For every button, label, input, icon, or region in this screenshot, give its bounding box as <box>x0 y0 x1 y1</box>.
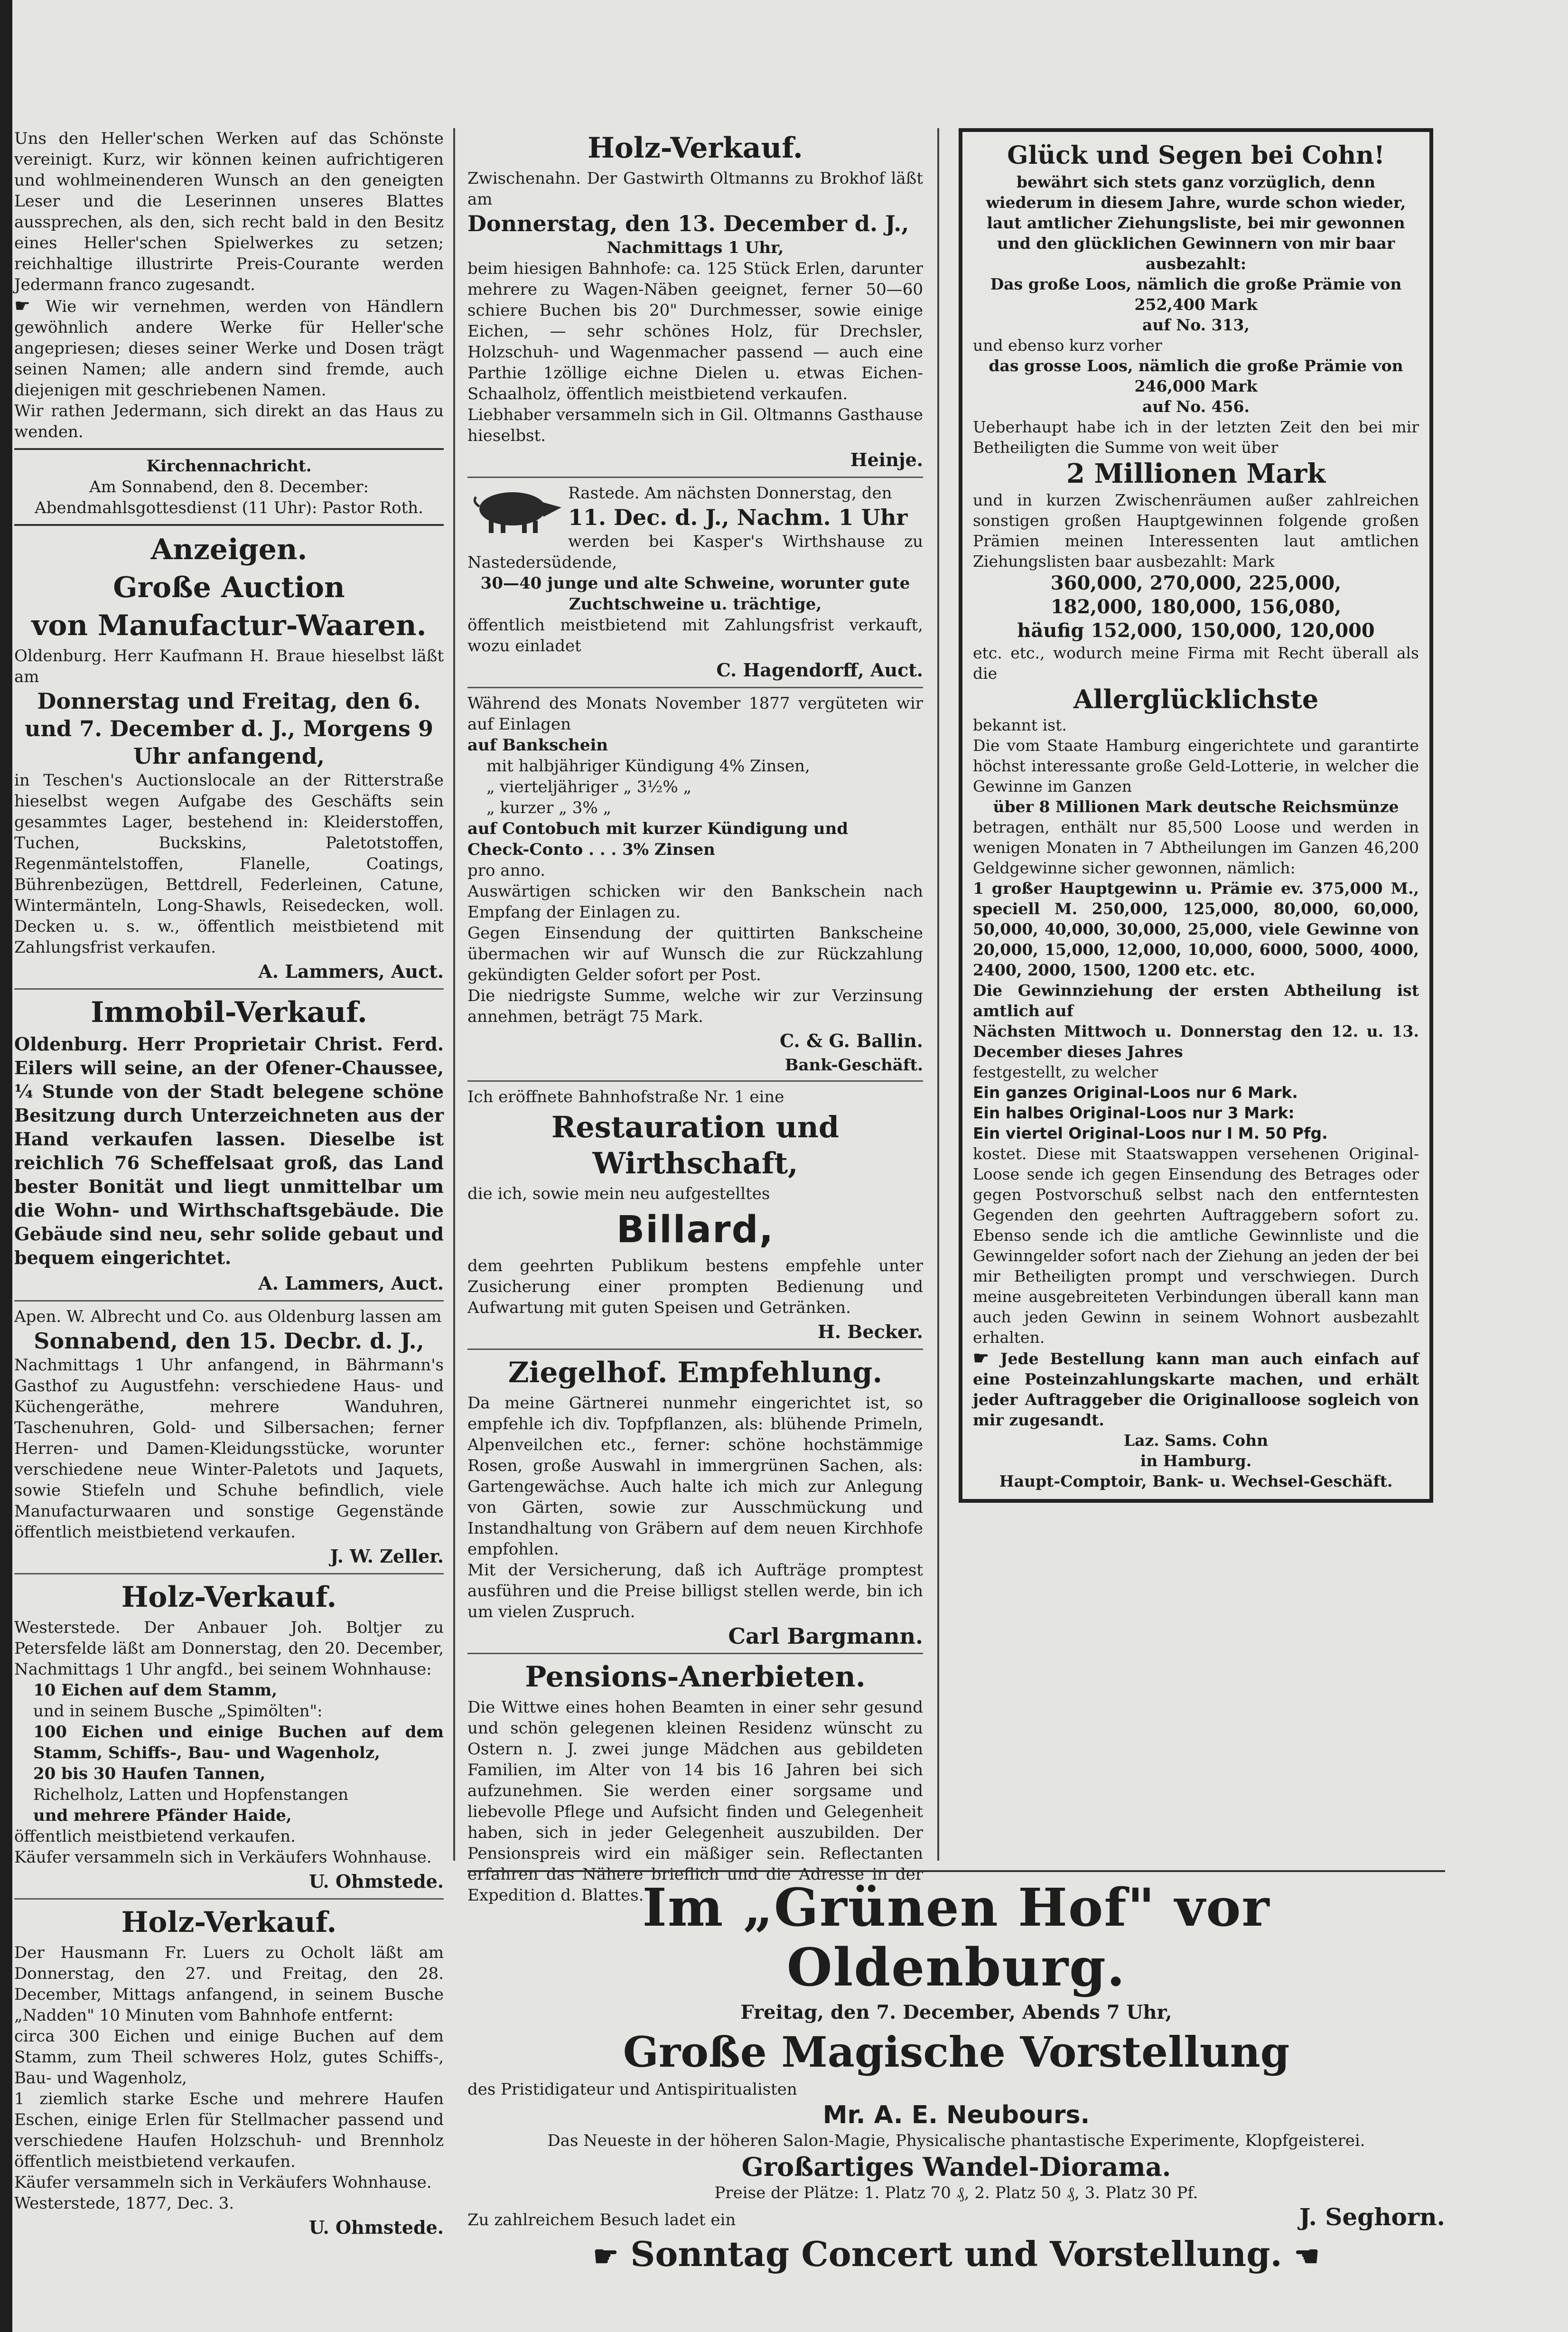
gruener-hof-title: Im „Grünen Hof" vor Oldenburg. <box>642 1877 1270 1998</box>
bank-line-3: „ vierteljähriger „ 3½% „ <box>486 777 692 796</box>
bank-ad <box>467 693 923 1076</box>
rastede-ad <box>467 483 923 682</box>
restauration-text-2: die ich, sowie mein neu aufgestelltes <box>467 1184 770 1203</box>
restauration-text-3: dem geehrten Publikum bestens empfehle unter Zusicherung einer prompten Bedienung und Aufwartung mit guten Speisen und Getränken. <box>467 1256 923 1317</box>
holz3-line-2: Westerstede, 1877, Dec. 3. <box>14 2194 234 2213</box>
billard-heading: Billard, <box>616 1208 775 1251</box>
holz1-time: Nachmittags 1 Uhr, <box>607 238 784 257</box>
lottery-number-1: auf No. 313, <box>1142 316 1250 334</box>
left-column <box>14 128 444 2321</box>
holz2-line-5: Richelholz, Latten und Hopfenstangen <box>33 1785 349 1804</box>
holz2-text: Westerstede. Der Anbauer Joh. Boltjer zu Petersfelde läßt am Donnerstag, den 20. December, Nachmittags 1 Uhr angfd., bei seinem Wohnhause: <box>14 1618 444 1679</box>
pension-text: Die Wittwe eines hohen Beamten in einer sehr gesund und schön gelegenen kleinen Residenz wünscht zu Ostern n. J. zwei junge Mädchen aus gebildeten Familien, im Alter von 14 bis 16 Jahren bei sich aufzunehmen. Sie werden einer sorgsame und liebevolle Pflege und Aufsicht finden und Gelegenheit haben, sich in jeder Gelegenheit auszubilden. Der Pensionspreis wird ein mäßiger sein. Reflectanten erfahren das Nähere brieflich und die Adresse in der Expedition d. Blattes. <box>467 1698 923 1905</box>
restauration-signature: H. Becker. <box>817 1321 923 1342</box>
heller-text-2 <box>14 295 444 401</box>
lottery-text-4: etc. etc., wodurch meine Firma mit Recht überall als die <box>973 644 1419 683</box>
divider <box>467 1080 923 1082</box>
pension-ad <box>467 1659 923 1906</box>
holz3-text-3: 1 ziemlich starke Esche und mehrere Haufen Eschen, einige Erlen für Stellmacher passend und verschiedene Haufen Holzschuh- und Brennholz öffentlich meistbietend verkaufen. <box>14 2089 444 2171</box>
bank-signature-1: C. & G. Ballin. <box>779 1030 923 1051</box>
lottery-big-1: Das große Loos, nämlich die große Prämie von <box>990 275 1402 293</box>
heller-text-2-body: Wie wir vernehmen, werden von Händlern gewöhnlich andere Werke für Heller'sche angepriesen; dieses seiner Werke und Dosen trägt seinen Namen; alle andern sind fremde, auch diejenigen mit geschriebenen Namen. <box>14 297 444 400</box>
immobil-ad <box>14 994 444 1295</box>
holz2-line-8: Käufer versammeln sich in Verkäufers Wohnhause. <box>14 1848 432 1867</box>
apen-text-1: Apen. W. Albrecht und Co. aus Oldenburg lassen am <box>14 1307 442 1326</box>
pointing-hand-icon: ☛ <box>593 2240 619 2273</box>
rastede-signature: C. Hagendorff, Auct. <box>716 659 923 681</box>
pig-icon <box>467 483 562 535</box>
lottery-signature-3: Haupt-Comptoir, Bank- u. Wechsel-Geschäft. <box>999 1472 1393 1490</box>
holz1-date: Donnerstag, den 13. December d. J., <box>467 211 909 236</box>
lottery-big-3: über 8 Millionen Mark deutsche Reichsmünze <box>993 797 1399 816</box>
auction-text-1: Oldenburg. Herr Kaufmann H. Braue hieselbst läßt am <box>14 646 444 686</box>
right-column <box>959 128 1433 1861</box>
immobil-title: Immobil-Verkauf. <box>91 996 367 1029</box>
gruener-hof-diorama: Großartiges Wandel-Diorama. <box>741 2152 1171 2182</box>
rastede-text-2: werden bei Kasper's Wirthshause zu Nastedersüdende, <box>467 532 923 572</box>
holz3-ad <box>14 1904 444 2239</box>
lottery-title: Glück und Segen bei Cohn! <box>1007 141 1385 170</box>
divider <box>14 524 444 526</box>
column-rule-right <box>937 128 939 1861</box>
restauration-ad <box>467 1086 923 1344</box>
holz1-signature: Heinje. <box>850 449 923 470</box>
apen-ad <box>14 1306 444 1568</box>
apen-signature: J. W. Zeller. <box>330 1545 444 1567</box>
gruener-hof-sunday <box>467 2233 1445 2278</box>
auction-text-2: in Teschen's Auctionslocale an der Ritterstraße hieselbst wegen Aufgabe des Geschäfts sein gesammtes Lager, bestehend in: Kleiderstoffen, Tuchen, Buckskins, Paletotstoffen, Regenmäntelstoffen, Flanelle, Coatings, Bührenbezügen, Bettdrell, Federleinen, Catune, Wintermänteln, Long-Shawls, Reisedecken, woll. Decken u. s. w., öffentlich meistbietend mit Zahlungsfrist verkaufen. <box>14 771 444 957</box>
pension-title: Pensions-Anerbieten. <box>525 1660 866 1694</box>
kirche-title: Kirchennachricht. <box>146 457 312 476</box>
gruener-hof-signature: J. Seghorn. <box>1299 2203 1445 2231</box>
holz3-text-1: Der Hausmann Fr. Luers zu Ocholt läßt am Donnerstag, den 27. und Freitag, den 28. December, Mittags anfangend, in seinem Busche „Nadden" 10 Minuten vom Bahnhofe entfernt: <box>14 1943 444 2025</box>
lottery-text-6: Die vom Staate Hamburg eingerichtete und garantirte höchst interessante große Geld-Lotterie, in welcher die Gewinne im Ganzen <box>973 736 1419 796</box>
ziegelhof-text-1: Da meine Gärtnerei nunmehr eingerichtet ist, so empfehle ich div. Topfpflanzen, als: blühende Primeln, Alpenveilchen etc., ferner: schöne hochstämmige Rosen, große Auswahl in immergrünen Sachen, als: Gartengewächse. Auch halte ich mich zur Anlegung von Gärten, sowie zur Ausschmückung und Instandhaltung von Gräbern auf dem neuen Kirchhofe empfohlen. <box>467 1394 923 1559</box>
lottery-big-2: das grosse Loos, nämlich die große Prämie von <box>989 356 1403 375</box>
rastede-text-4: öffentlich meistbietend mit Zahlungsfrist verkauft, wozu einladet <box>467 616 923 656</box>
lottery-amounts-2: 182,000, 180,000, 156,080, <box>1050 596 1342 618</box>
lottery-price-3: Ein viertel Original-Loos nur I M. 50 Pfg. <box>973 1124 1328 1143</box>
divider <box>467 477 923 478</box>
lottery-signature: Laz. Sams. Cohn <box>1123 1431 1269 1450</box>
holz3-signature: U. Ohmstede. <box>308 2217 444 2238</box>
auction-title-2: von Manufactur-Waaren. <box>31 609 427 642</box>
lottery-signature-2: in Hamburg. <box>1140 1452 1252 1470</box>
holz1-title: Holz-Verkauf. <box>588 131 803 165</box>
holz2-line-1: 10 Eichen auf dem Stamm, <box>33 1681 278 1700</box>
gruener-hof-newest: Das Neueste in der höheren Salon-Magie, Physicalische phantastische Experimente, Klopfgeisterei. <box>547 2131 1365 2150</box>
anzeigen-heading: Anzeigen. <box>150 533 308 566</box>
auction-ad <box>14 570 444 983</box>
lottery-text-13-body: Jede Bestellung kann man auch einfach auf eine Posteinzahlungskarte machen, und erhält jeder Auftraggeber die Originalloose sogleich von mir zugesandt. <box>973 1349 1419 1429</box>
holz3-title: Holz-Verkauf. <box>121 1906 337 1939</box>
gruener-hof-invite: Zu zahlreichem Besuch ladet ein <box>467 2210 736 2229</box>
column-rule-left <box>453 128 455 1861</box>
auction-signature: A. Lammers, Auct. <box>258 961 444 982</box>
binding-edge <box>0 0 12 2332</box>
holz1-ad <box>467 130 923 472</box>
gruener-hof-show: Große Magische Vorstellung <box>623 2027 1290 2077</box>
holz2-ad <box>14 1579 444 1893</box>
holz2-line-2: und in seinem Busche „Spimölten": <box>33 1702 323 1721</box>
lottery-price-2: Ein halbes Original-Loos nur 3 Mark: <box>973 1104 1295 1122</box>
holz3-text-2: circa 300 Eichen und einige Buchen auf dem Stamm, zum Theil schweres Holz, gutes Schiffs-, Bau- und Wagenholz, <box>14 2027 444 2088</box>
lottery-text-3: und in kurzen Zwischenräumen außer zahlreichen sonstigen großen Hauptgewinnen folgende großen Prämien meinen Interessenten laut amtlichen Ziehungslisten baar ausbezahlt: Mark <box>973 491 1419 571</box>
bank-line-5: auf Contobuch mit kurzer Kündigung und <box>467 819 849 838</box>
lottery-text-5: bekannt ist. <box>973 716 1067 734</box>
bank-text-3: Gegen Einsendung der quittirten Bankscheine übermachen wir auf Wunsch die zur Rückzahlung gekündigten Gelder sofort per Post. <box>467 924 923 984</box>
rastede-text-1: Rastede. Am nächsten Donnerstag, den <box>568 484 892 503</box>
bank-text-4: Die niedrigste Summe, welche wir zur Verzinsung annehmen, beträgt 75 Mark. <box>467 986 923 1026</box>
gruener-hof-performer: Mr. A. E. Neubours. <box>822 2101 1090 2129</box>
kirche-line-2: Abendmahlsgottesdienst (11 Uhr): Pastor Roth. <box>35 498 423 517</box>
middle-column <box>467 128 923 1905</box>
ziegelhof-ad <box>467 1355 923 1648</box>
lottery-text-7: betragen, enthält nur 85,500 Loose und werden in wenigen Monaten in 7 Abtheilungen im Ganzen 46,200 Geldgewinne sicher gewonnen, nämlich: <box>973 818 1419 877</box>
lottery-text-11: festgestellt, zu welcher <box>973 1063 1158 1081</box>
holz2-signature: U. Ohmstede. <box>308 1871 444 1892</box>
lottery-amounts-1: 360,000, 270,000, 225,000, <box>1050 572 1342 594</box>
bank-line-6: Check-Conto . . . 3% Zinsen <box>467 840 715 859</box>
lottery-millions: 2 Millionen Mark <box>1066 458 1326 489</box>
divider <box>467 1349 923 1350</box>
ziegelhof-text-2: Mit der Versicherung, daß ich Aufträge promptest ausführen und die Preise billigst stellen werde, bin ich um vielen Zuspruch. <box>467 1561 923 1621</box>
pointing-hand-icon: ☛ <box>973 1347 989 1368</box>
holz2-line-7: öffentlich meistbietend verkaufen. <box>14 1827 296 1846</box>
holz2-title: Holz-Verkauf. <box>121 1581 337 1614</box>
gruener-hof-of: des Pristidigateur und Antispiritualisten <box>467 2080 797 2099</box>
restauration-title: Restauration und Wirthschaft, <box>551 1110 840 1180</box>
lottery-amount-1: 252,400 Mark <box>1134 295 1258 314</box>
lottery-text-13 <box>973 1348 1419 1430</box>
lottery-line-1: und ebenso kurz vorher <box>973 336 1162 355</box>
heller-text-3: Wir rathen Jedermann, sich direkt an das Haus zu wenden. <box>14 402 444 441</box>
bank-line-7: pro anno. <box>467 861 546 880</box>
divider <box>467 1870 1445 1872</box>
divider <box>14 1898 444 1900</box>
divider <box>14 1573 444 1574</box>
lottery-text-2: Ueberhaupt habe ich in der letzten Zeit den bei mir Betheiligten die Summe von weit über <box>973 418 1419 457</box>
divider <box>14 448 444 450</box>
holz1-text-1: Zwischenahn. Der Gastwirth Oltmanns zu Brokhof läßt am <box>467 169 923 209</box>
bank-line-2: mit halbjähriger Kündigung 4% Zinsen, <box>486 757 810 776</box>
immobil-text: Oldenburg. Herr Proprietair Christ. Ferd. Eilers will seine, an der Ofener-Chaussee, ¼ Stunde von der Stadt belegene schöne Besitzung durch Unterzeichneten aus der Hand verkaufen lassen. Dieselbe ist reichlich 76 Scheffelsaat groß, das Land bester Bonität und liegt unmittelbar um die Wohn- und Wirthschaftsgebäude. Die Gebäude sind neu, sehr solide gebaut und bequem eingerichtet. <box>14 1033 444 1268</box>
lottery-text-9: Die Gewinnziehung der ersten Abtheilung ist amtlich auf <box>973 981 1419 1020</box>
bank-line-1: auf Bankschein <box>467 736 608 755</box>
pointing-hand-icon: ☛ <box>14 295 31 316</box>
holz3-line-1: Käufer versammeln sich in Verkäufers Wohnhause. <box>14 2173 432 2192</box>
lottery-text-1: bewährt sich stets ganz vorzüglich, denn wiederum in diesem Jahre, wurde schon wieder, laut amtlicher Ziehungsliste, bei mir gewonnen und den glücklichen Gewinnern von mir baar ausbezahlt: <box>986 173 1406 273</box>
divider <box>14 1300 444 1302</box>
apen-text-2: Nachmittags 1 Uhr anfangend, in Bährmann's Gasthof zu Augustfehn: verschiedene Haus- und Küchengeräthe, mehrere Wanduhren, Taschenuhren, Gold- und Silbersachen; ferner Herren- und Damen-Kleidungsstücke, worunter verschiedene neue Winter-Paletots und Jaquets, sowie Stiefeln und Schuhe befindlich, viele Manufacturwaaren und sonstige Gegenstände öffentlich meistbietend verkaufen. <box>14 1356 444 1542</box>
immobil-signature: A. Lammers, Auct. <box>258 1273 444 1294</box>
bank-text-1: Während des Monats November 1877 vergüteten wir auf Einlagen <box>467 694 923 734</box>
kirche-line-1: Am Sonnabend, den 8. December: <box>89 478 369 496</box>
auction-date: Donnerstag und Freitag, den 6. und 7. December d. J., Morgens 9 Uhr anfangend, <box>25 688 433 769</box>
restauration-text-1: Ich eröffnete Bahnhofstraße Nr. 1 eine <box>467 1087 784 1106</box>
holz2-line-6: und mehrere Pfänder Haide, <box>33 1806 292 1825</box>
gruener-hof-sunday-text: Sonntag Concert und Vorstellung. <box>630 2234 1282 2274</box>
bank-signature-2: Bank-Geschäft. <box>784 1056 923 1075</box>
lottery-ad <box>959 128 1433 1503</box>
heller-text-1: Uns den Heller'schen Werken auf das Schönste vereinigt. Kurz, wir können keinen aufrichtigeren und wohlmeinenderen Wunsch an den geneigten Leser und die Leserinnen unseres Blattes aussprechen, als den, sich recht bald in den Besitz eines Heller'schen Spielwerkes zu setzen; reichhaltige illustrirte Preis-Courante werden Jedermann franco zugesandt. <box>14 129 444 294</box>
pointing-hand-icon: ☚ <box>1294 2240 1320 2273</box>
divider <box>467 687 923 688</box>
ziegelhof-title: Ziegelhof. Empfehlung. <box>508 1356 883 1389</box>
divider <box>467 1653 923 1654</box>
lottery-text-10: Nächsten Mittwoch u. Donnerstag den 12. u. 13. December dieses Jahres <box>973 1022 1419 1061</box>
lottery-text-8: 1 großer Hauptgewinn u. Prämie ev. 375,000 M., speciell M. 250,000, 125,000, 80,000, 60,000, 50,000, 40,000, 30,000, 25,000, viele Gewinne von 20,000, 15,000, 12,000, 10,000, 6000, 5000, 4000, 2400, 2000, 1500, 1200 etc. etc. <box>973 879 1419 979</box>
lottery-amounts-3: häufig 152,000, 150,000, 120,000 <box>1017 619 1375 642</box>
lottery-amount-2: 246,000 Mark <box>1134 377 1258 395</box>
bank-line-4: „ kurzer „ 3% „ <box>486 798 612 817</box>
holz1-text-2: beim hiesigen Bahnhofe: ca. 125 Stück Erlen, darunter mehrere zu Wagen-Näben geeignet, ferner 50—60 schiere Buchen bis 20" Durchmesser, sowie einige Eichen, — sehr schönes Holz, für Drechsler, Holzschuh- und Wagenmacher passend — auch eine Parthie 1zöllige eichne Dielen u. etwas Eichen-Schaalholz, öffentlich meistbietend verkaufen. <box>467 259 923 403</box>
heller-article <box>14 128 444 442</box>
holz2-line-4: 20 bis 30 Haufen Tannen, <box>33 1764 266 1783</box>
lottery-text-12: kostet. Diese mit Staatswappen versehenen Original-Loose sende ich gegen Einsendung des Betrages oder gegen Postvorschuß selbst nach den entferntesten Gegenden den geehrten Auftraggebern sofort zu. Ebenso sende ich die amtliche Gewinnliste und die Gewinngelder sofort nach der Ziehung an jeden der bei mir Betheiligten prompt und verschwiegen. Durch meine ausgebreiteten Verbindungen überall kann man auch jeden Gewinn in seinem Wohnort ausbezahlt erhalten. <box>973 1144 1419 1347</box>
gruener-hof-prices: Preise der Plätze: 1. Platz 70 ₰, 2. Platz 50 ₰, 3. Platz 30 Pf. <box>714 2183 1198 2202</box>
rastede-text-3: 30—40 junge und alte Schweine, worunter gute Zuchtschweine u. trächtige, <box>480 574 910 614</box>
auction-title-1: Große Auction <box>113 571 345 604</box>
gruener-hof-date: Freitag, den 7. December, Abends 7 Uhr, <box>740 2001 1172 2023</box>
apen-date: Sonnabend, den 15. Decbr. d. J., <box>34 1328 424 1354</box>
lottery-allerglucklichste: Allerglücklichste <box>1073 684 1319 714</box>
divider <box>14 988 444 990</box>
kirche-notice <box>14 456 444 518</box>
rastede-date: 11. Dec. d. J., Nachm. 1 Uhr <box>568 505 908 530</box>
holz1-text-3: Liebhaber versammeln sich in Gil. Oltmanns Gasthause hieselbst. <box>467 405 923 445</box>
ziegelhof-signature: Carl Bargmann. <box>728 1623 923 1649</box>
lottery-number-2: auf No. 456. <box>1142 397 1250 416</box>
gruener-hof-ad <box>467 1870 1445 2307</box>
lottery-price-1: Ein ganzes Original-Loos nur 6 Mark. <box>973 1083 1298 1102</box>
bank-text-2: Auswärtigen schicken wir den Bankschein nach Empfang der Einlagen zu. <box>467 882 923 922</box>
holz2-line-3: 100 Eichen und einige Buchen auf dem Stamm, Schiffs-, Bau- und Wagenholz, <box>33 1723 444 1762</box>
